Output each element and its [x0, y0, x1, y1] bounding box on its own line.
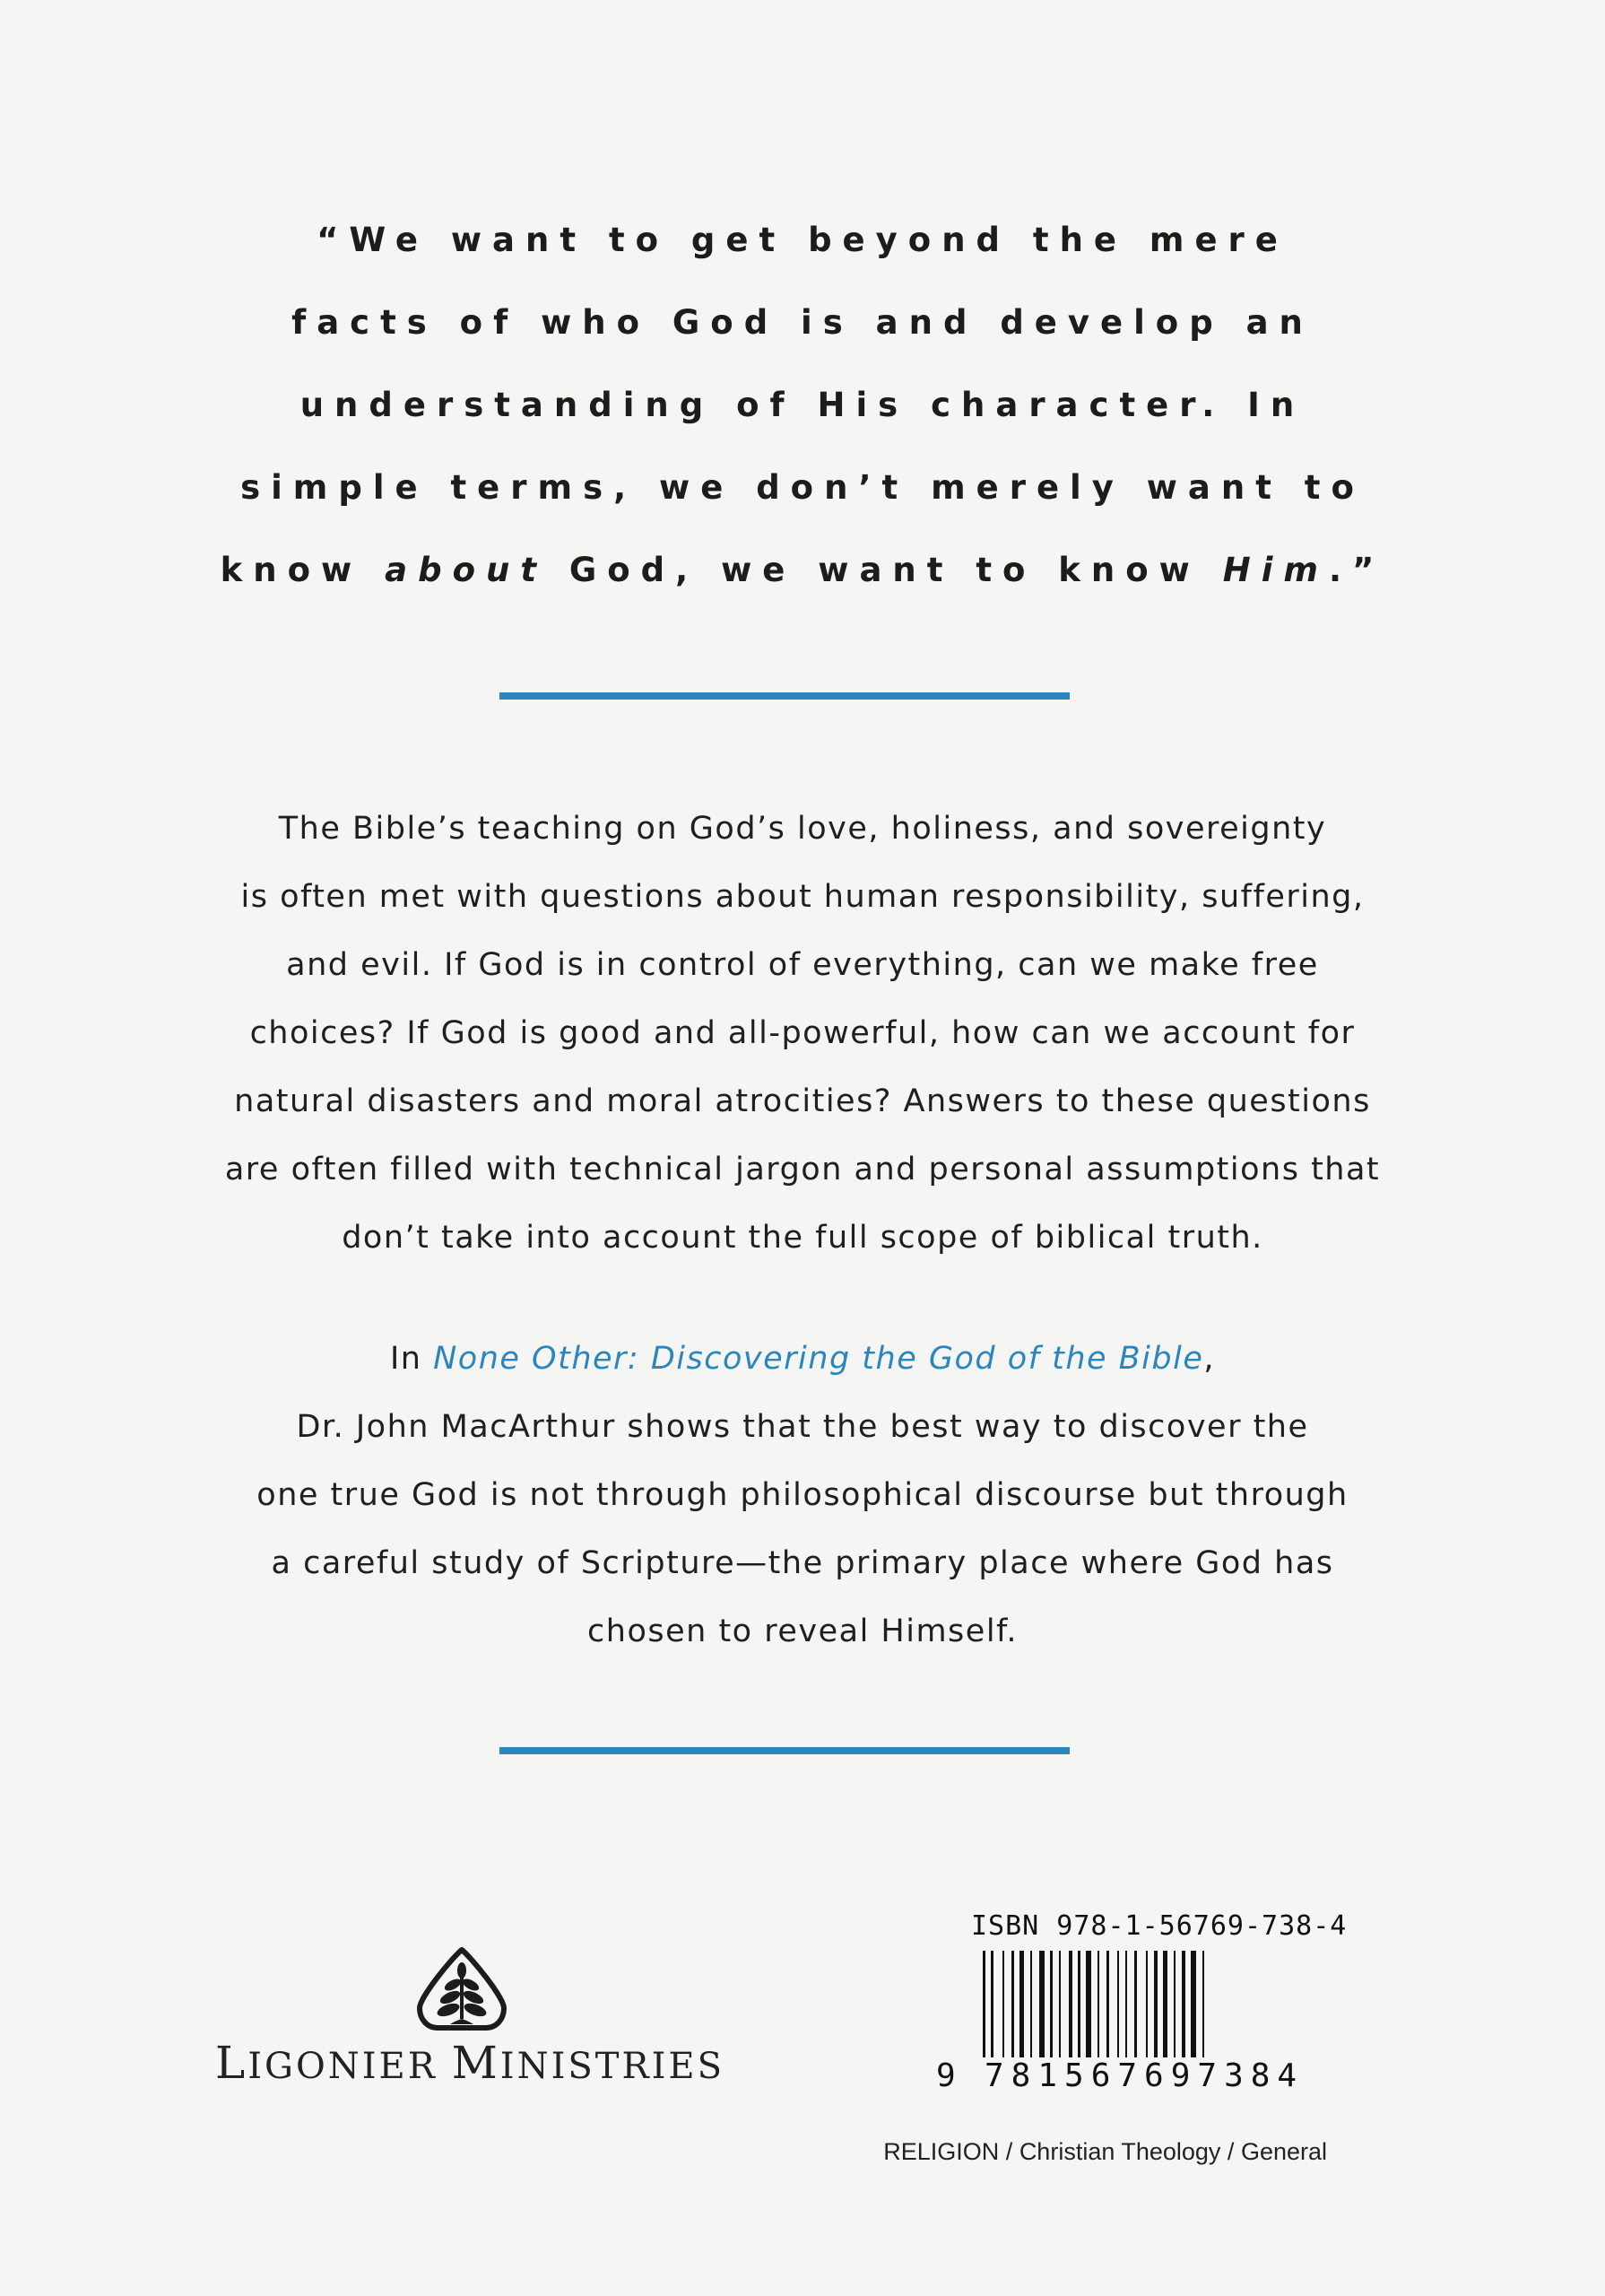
description-line: don’t take into account the full scope of biblical truth.	[342, 1220, 1263, 1256]
barcode-bar	[1125, 1951, 1127, 2058]
pull-quote	[0, 199, 1605, 612]
description-line: The Bible’s teaching on God’s love, holiness, and sovereignty	[278, 811, 1327, 847]
description-line: Dr. John MacArthur shows that the best way to discover the	[296, 1409, 1309, 1445]
barcode-bar	[1059, 1951, 1061, 2058]
description-line: choices? If God is good and all-powerful, how can we account for	[249, 1015, 1356, 1051]
description-paragraph-1	[0, 795, 1605, 1272]
description-line: natural disasters and moral atrocities? Answers to these questions	[234, 1083, 1371, 1119]
publisher-name-initial: M	[451, 2037, 500, 2089]
barcode-bar	[1154, 1951, 1158, 2058]
divider-bottom	[499, 1747, 1070, 1754]
description-line: a careful study of Scripture—the primary place where God has	[271, 1545, 1334, 1581]
description-line: are often filled with technical jargon and personal assumptions that	[224, 1152, 1381, 1187]
barcode-bar	[1039, 1951, 1045, 2058]
description-paragraph-2	[0, 1325, 1605, 1665]
barcode-bar	[1086, 1951, 1091, 2058]
barcode-digits: 781567697384	[981, 2057, 1307, 2093]
quote-line-5	[0, 529, 1605, 612]
tree-in-shield-icon	[414, 1947, 509, 2033]
book-title: None Other: Discovering the God of the Bible	[433, 1341, 1204, 1377]
description-line	[0, 1325, 1605, 1393]
barcode-bar	[1002, 1951, 1004, 2058]
quote-emphasis-about: about	[385, 551, 548, 589]
description-line: and evil. If God is in control of everything, can we make free	[286, 947, 1319, 983]
barcode-bar	[1163, 1951, 1167, 2058]
isbn-label: ISBN 978-1-56769-738-4	[971, 1910, 1348, 1942]
quote-line-4: simple terms, we don’t merely want to	[240, 468, 1365, 507]
barcode-first-digit: 9	[933, 2057, 959, 2093]
quote-line-2: facts of who God is and develop an	[291, 303, 1314, 342]
barcode-bar	[1182, 1951, 1185, 2058]
barcode-bar	[1117, 1951, 1119, 2058]
publisher-name-rest: INISTRIES	[499, 2046, 724, 2087]
barcode-bar	[1030, 1951, 1032, 2058]
quote-line-1: “We want to get beyond the mere	[317, 221, 1288, 259]
description-line: is often met with questions about human responsibility, suffering,	[240, 879, 1365, 915]
barcode-bar	[1069, 1951, 1072, 2058]
quote-emphasis-him: Him	[1222, 551, 1329, 589]
bisac-category: RELIGION / Christian Theology / General	[883, 2138, 1327, 2165]
description-line: one true God is not through philosophical discourse but through	[256, 1477, 1349, 1513]
publisher-name-initial: L	[215, 2037, 248, 2089]
title-punctuation: ,	[1203, 1341, 1216, 1377]
barcode-bar	[1134, 1951, 1137, 2058]
quote-line-3: understanding of His character. In	[299, 386, 1306, 424]
barcode-bar	[1078, 1951, 1080, 2058]
description-line: chosen to reveal Himself.	[587, 1613, 1018, 1649]
quote-text: know	[220, 551, 386, 589]
barcode-bar	[1050, 1951, 1053, 2058]
barcode-bar	[1174, 1951, 1176, 2058]
lead-text: In	[389, 1341, 434, 1377]
divider-top	[499, 692, 1070, 700]
publisher-logo	[215, 1942, 724, 2089]
barcode-bar	[1146, 1951, 1148, 2058]
barcode-bar	[1011, 1951, 1014, 2058]
quote-text: God, we want to know	[547, 551, 1223, 589]
barcode-bar	[1019, 1951, 1024, 2058]
publisher-name	[215, 2037, 724, 2089]
quote-text: .”	[1328, 551, 1385, 589]
publisher-name-rest: IGONIER	[247, 2046, 438, 2087]
